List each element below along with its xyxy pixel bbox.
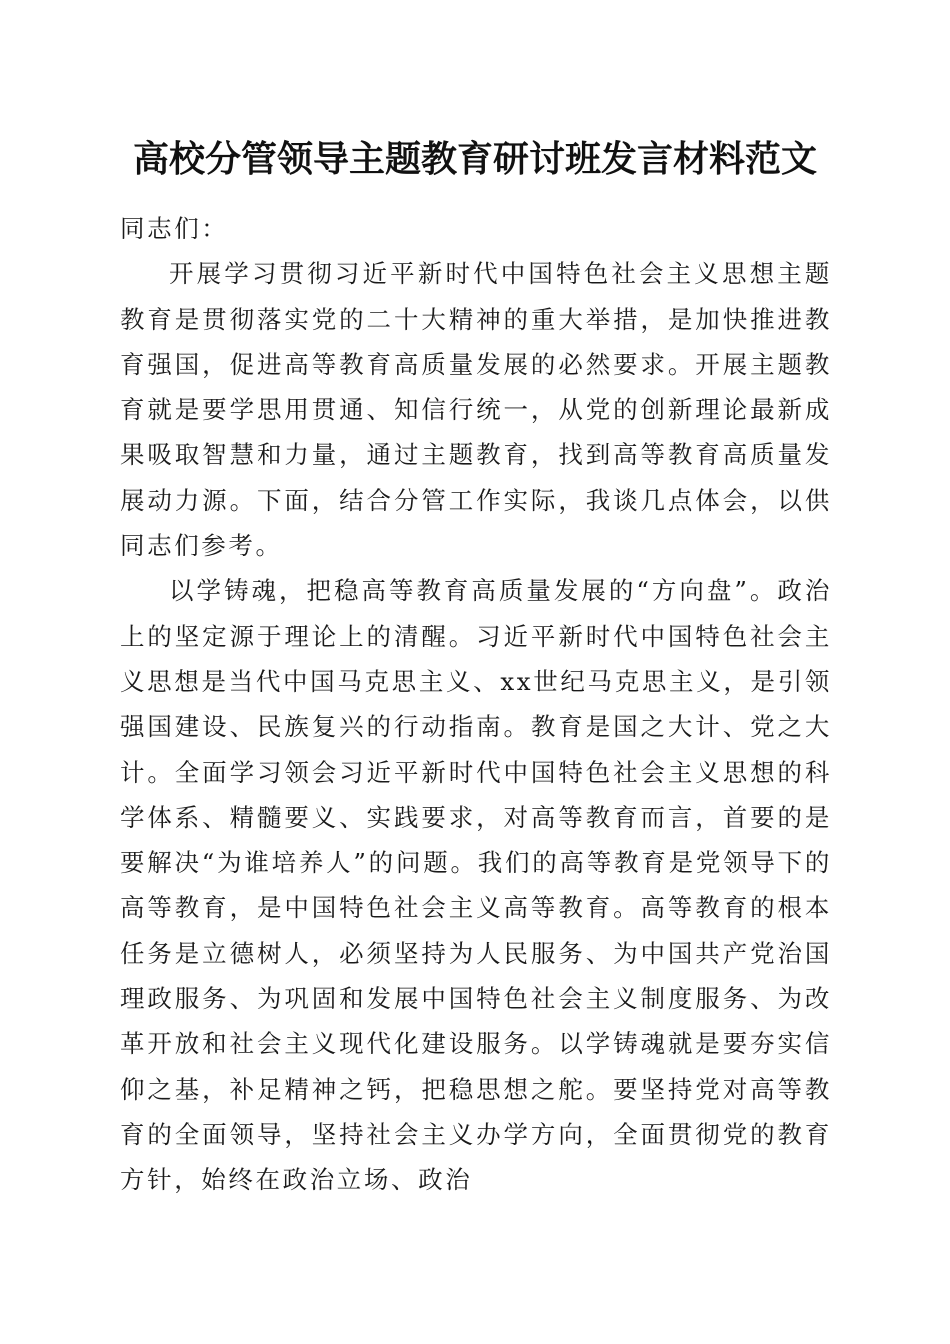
salutation: 同志们： <box>120 214 229 243</box>
paragraph-intro: 开展学习贯彻习近平新时代中国特色社会主义思想主题教育是贯彻落实党的二十大精神的重大举措，是加快推进教育强国，促进高等教育高质量发展的必然要求。开展主题教育就是要学思用贯通、知信行统一，从党的创新理论最新成果吸取智慧和力量，通过主题教育，找到高等教育高质量发展动力源。下面，结合分管工作实际，我谈几点体会，以供同志们参考。 <box>120 259 832 561</box>
document-body <box>120 206 832 1203</box>
document-title: 高校分管领导主题教育研讨班发言材料范文 <box>132 138 817 180</box>
paragraph-section-one: 以学铸魂，把稳高等教育高质量发展的“方向盘”。政治上的坚定源于理论上的清醒。习近平新时代中国特色社会主义思想是当代中国马克思主义、xx世纪马克思主义，是引领强国建设、民族复兴的行动指南。教育是国之大计、党之大计。全面学习领会习近平新时代中国特色社会主义思想的科学体系、精髓要义、实践要求，对高等教育而言，首要的是要解决“为谁培养人”的问题。我们的高等教育是党领导下的高等教育，是中国特色社会主义高等教育。高等教育的根本任务是立德树人，必须坚持为人民服务、为中国共产党治国理政服务、为巩固和发展中国特色社会主义制度服务、为改革开放和社会主义现代化建设服务。以学铸魂就是要夯实信仰之基，补足精神之钙，把稳思想之舵。要坚持党对高等教育的全面领导，坚持社会主义办学方向，全面贯彻党的教育方针，始终在政治立场、政治 <box>120 576 832 1195</box>
